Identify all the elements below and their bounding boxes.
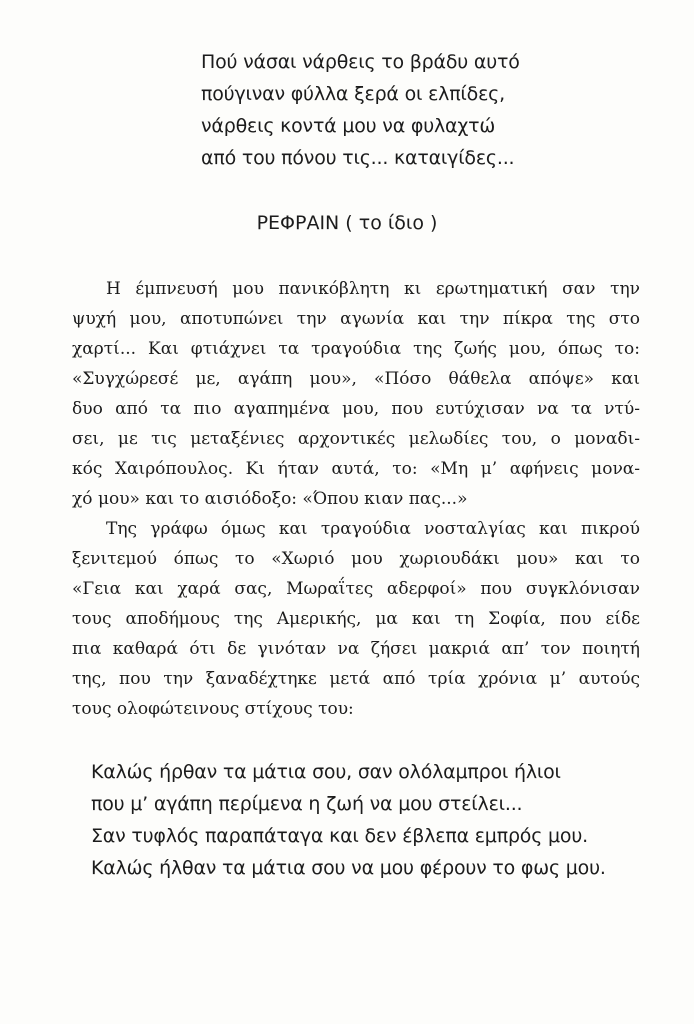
poem-line: Πού νάσαι νάρθεις το βράδυ αυτό	[201, 51, 520, 73]
prose-line: χαρτί... Και φτιάχνει τα τραγούδια της ζωής μου, όπως το:	[72, 339, 640, 359]
prose-line: τους ολοφώτεινους στίχους του:	[72, 699, 354, 719]
prose-line: δυο από τα πιο αγαπημένα μου, που ευτύχισαν να τα ντύ-	[72, 399, 640, 419]
prose-line: «Συγχώρεσέ με, αγάπη μου», «Πόσο θάθελα απόψε» και	[72, 369, 640, 389]
prose-body	[72, 274, 640, 724]
prose-line: Της γράφω όμως και τραγούδια νοσταλγίας και πικρού	[106, 519, 640, 539]
prose-line: πια καθαρά ότι δε γινόταν να ζήσει μακριά απ’ τον ποιητή	[72, 639, 640, 659]
prose-line: κός Χαιρόπουλος. Κι ήταν αυτά, το: «Μη μ’ αφήνεις μονα-	[72, 459, 640, 479]
refrain-heading: ΡΕΦΡΑΙΝ ( το ίδιο )	[256, 212, 438, 234]
poem-line: πούγιναν φύλλα ξερά οι ελπίδες,	[201, 83, 505, 105]
prose-line: ψυχή μου, αποτυπώνει την αγωνία και την πίκρα της στο	[72, 309, 640, 329]
prose-line: ξενιτεμού όπως το «Χωριό μου χωριουδάκι μου» και το	[72, 549, 640, 569]
poem-stanza-bottom	[91, 756, 651, 884]
prose-line: χό μου» και το αισιόδοξο: «Όπου κιαν πας...»	[72, 489, 468, 509]
poem-line: που μ’ αγάπη περίμενα η ζωή να μου στείλει...	[91, 793, 523, 815]
prose-line: σει, με τις μεταξένιες αρχοντικές μελωδίες του, ο μοναδι-	[72, 429, 640, 449]
poem-line: νάρθεις κοντά μου να φυλαχτώ	[201, 115, 496, 137]
poem-line: Σαν τυφλός παραπάταγα και δεν έβλεπα εμπρός μου.	[91, 825, 588, 847]
poem-stanza-top	[201, 46, 621, 174]
poem-line: από του πόνου τις... καταιγίδες...	[201, 147, 515, 169]
prose-line: «Γεια και χαρά σας, Μωραΐτες αδερφοί» που συγκλόνισαν	[72, 579, 640, 599]
prose-line: τους αποδήμους της Αμερικής, μα και τη Σοφία, που είδε	[72, 609, 640, 629]
poem-line: Καλώς ήρθαν τα μάτια σου, σαν ολόλαμπροι ήλιοι	[91, 761, 561, 783]
prose-line: Η έμπνευσή μου πανικόβλητη κι ερωτηματική σαν την	[106, 279, 640, 299]
poem-line: Καλώς ήλθαν τα μάτια σου να μου φέρουν το φως μου.	[91, 857, 606, 879]
prose-line: της, που την ξαναδέχτηκε μετά από τρία χρόνια μ’ αυτούς	[72, 669, 640, 689]
